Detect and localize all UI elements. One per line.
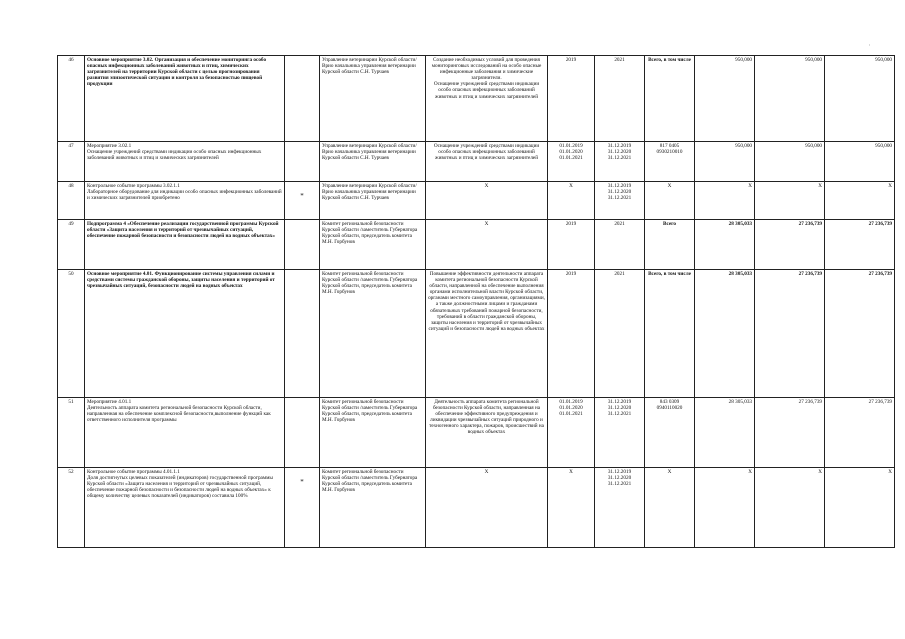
row-number-cell: 49 [58,220,85,270]
table-row [58,220,895,270]
table-row [58,270,895,398]
funding-2020-cell: 27 236,739 [755,270,825,398]
table-row [58,398,895,468]
row-number-cell: 47 [58,142,85,182]
funding-2019-cell: 28 305,033 [695,270,755,398]
end-date-cell: 2021 [595,56,645,142]
funding-2021-cell: X [825,468,895,548]
budget-code-cell: Всего, в том числе [645,270,695,398]
funding-2020-cell: 950,000 [755,56,825,142]
start-date-cell: 2019 [548,220,595,270]
activity-name-cell: Подпрограмма 4 «Обеспечение реализации государственной программы Курской области «Защита населения и территорий от чрезвычайных ситуаций, обеспечение пожарной безопасности и безопасности людей на водных объектах» [85,220,285,270]
start-date-cell: 2019 [548,270,595,398]
mark-cell [285,142,320,182]
activity-name-cell: Основное мероприятие 3.02. Организация и обеспечение мониторинга особо опасных инфекционных заболеваний животных и птиц, химических загрязнителей на территории Курской области с целью прогнозирования развития эпизоотической ситуации и контроля за безопасностью пищевой продукции [85,56,285,142]
table-row [58,182,895,220]
funding-2020-cell: 950,000 [755,142,825,182]
end-date-cell: 31.12.2019 31.12.2020 31.12.2021 [595,142,645,182]
funding-2021-cell: 27 236,739 [825,220,895,270]
table-row [58,142,895,182]
activity-name-cell: Контрольное событие программы 4.01.1.1 Доля достигнутых целевых показателей (индикаторов) государственной программы Курской области «Защита населения и территорий от чрезвычайных ситуаций, обеспечение пожарной безопасности и безопасности людей на водных объектах» к общему количеству целевых показателей (индикаторов) составила 100% [85,468,285,548]
executor-cell: Управление ветеринарии Курской области/Врио начальника управления ветеринарии Курской области С.Н. Турчаев [320,142,426,182]
end-date-cell: 31.12.2019 31.12.2020 31.12.2021 [595,468,645,548]
funding-2021-cell: 950,000 [825,56,895,142]
funding-2020-cell: 27 236,739 [755,398,825,468]
mark-cell [285,56,320,142]
start-date-cell: 01.01.2019 01.01.2020 01.01.2021 [548,398,595,468]
funding-2019-cell: 28 305,033 [695,398,755,468]
expected-result-cell: Создание необходимых условий для проведения мониторинговых исследований на особо опасные инфекционные заболевания и химические загрязнители. Оснащение учреждений средствами индикации особо опасных инфекционных заболеваний животных и птиц и химических загрязнителей [426,56,548,142]
mark-cell [285,398,320,468]
mark-cell [285,220,320,270]
row-number-cell: 48 [58,182,85,220]
funding-2019-cell: X [695,182,755,220]
funding-2021-cell: 27 236,739 [825,398,895,468]
end-date-cell: 31.12.2019 31.12.2020 31.12.2021 [595,182,645,220]
funding-2020-cell: X [755,468,825,548]
corner-mark: ' [869,45,870,50]
start-date-cell: X [548,468,595,548]
start-date-cell: X [548,182,595,220]
expected-result-cell: Оснащение учреждений средствами индикации особо опасных инфекционных заболеваний животных и птиц и химических загрязнителей [426,142,548,182]
mark-cell [285,468,320,548]
funding-2021-cell: 27 236,739 [825,270,895,398]
budget-code-cell: X [645,182,695,220]
executor-cell: Управление ветеринарии Курской области/Врио начальника управления ветеринарии Курской области С.Н. Турчаев [320,182,426,220]
expected-result-cell: Деятельность аппарата комитета региональной безопасности Курской области, направленная на обеспечение эффективного предупреждения и ликвидации чрезвычайных ситуаций природного и техногенного характера, пожаров, происшествий на водных объектах [426,398,548,468]
activity-name-cell: Мероприятие 4.01.1 Деятельность аппарата комитета региональной безопасности Курской области, направленная на обеспечение комплексной безопасности,выполнение функций как ответственного исполнителя программы [85,398,285,468]
mark-symbol: * [300,192,304,200]
mark-cell [285,182,320,220]
plan-table [57,55,895,548]
executor-cell: Комитет региональной безопасности Курской области /заместитель Губернатора Курской области, председатель комитета М.Н. Горбунов [320,398,426,468]
funding-2020-cell: 27 236,739 [755,220,825,270]
table-row [58,468,895,548]
end-date-cell: 31.12.2019 31.12.2020 31.12.2021 [595,398,645,468]
mark-cell [285,270,320,398]
funding-2019-cell: 950,000 [695,142,755,182]
executor-cell: Комитет региональной безопасности Курской области /заместитель Губернатора Курской области, председатель комитета М.Н. Горбунов [320,468,426,548]
funding-2021-cell: 950,000 [825,142,895,182]
funding-2019-cell: 28 305,033 [695,220,755,270]
row-number-cell: 52 [58,468,85,548]
budget-code-cell: 843 0309 0940110020 [645,398,695,468]
funding-2019-cell: 950,000 [695,56,755,142]
start-date-cell: 2019 [548,56,595,142]
expected-result-cell: X [426,182,548,220]
budget-code-cell: Всего, в том числе [645,56,695,142]
end-date-cell: 2021 [595,220,645,270]
table-body [58,56,895,548]
activity-name-cell: Контрольное событие программы 3.02.1.1 Лабораторное оборудование для индикации особо опасных инфекционных заболеваний и химических загрязнителей приобретено [85,182,285,220]
table-row [58,56,895,142]
budget-code-cell: Всего [645,220,695,270]
mark-symbol: * [300,478,304,486]
start-date-cell: 01.01.2019 01.01.2020 01.01.2021 [548,142,595,182]
expected-result-cell: X [426,220,548,270]
activity-name-cell: Мероприятие 3.02.1 Оснащение учреждений средствами индикации особо опасных инфекционных заболеваний животных и птиц и химических загрязнителей [85,142,285,182]
executor-cell: Комитет региональной безопасности Курской области /заместитель Губернатора Курской области, председатель комитета М.Н. Горбунов [320,220,426,270]
row-number-cell: 46 [58,56,85,142]
funding-2021-cell: X [825,182,895,220]
row-number-cell: 50 [58,270,85,398]
activity-name-cell: Основное мероприятие 4.01. Функционирование системы управления силами и средствами системы гражданской обороны, защиты населения и территорий от чрезвычайных ситуаций, безопасности людей на водных объектах [85,270,285,398]
executor-cell: Комитет региональной безопасности Курской области /заместитель Губернатора Курской области, председатель комитета М.Н. Горбунов [320,270,426,398]
budget-code-cell: X [645,468,695,548]
funding-2019-cell: X [695,468,755,548]
row-number-cell: 51 [58,398,85,468]
expected-result-cell: Повышение эффективности деятельности аппарата комитета региональной безопасности Курской области, направленной на обеспечение выполнения органами исполнительной власти Курской области, органами местного самоуправления, организациями, а также должностными лицами и гражданами обязательных требований пожарной безопасности, требований в области гражданской обороны, защиты населения и территорий от чрезвычайных ситуаций и безопасности людей на водных объектах [426,270,548,398]
budget-code-cell: 817 0405 0930210010 [645,142,695,182]
executor-cell: Управление ветеринарии Курской области/Врио начальника управления ветеринарии Курской области С.Н. Турчаев [320,56,426,142]
end-date-cell: 2021 [595,270,645,398]
expected-result-cell: X [426,468,548,548]
funding-2020-cell: X [755,182,825,220]
